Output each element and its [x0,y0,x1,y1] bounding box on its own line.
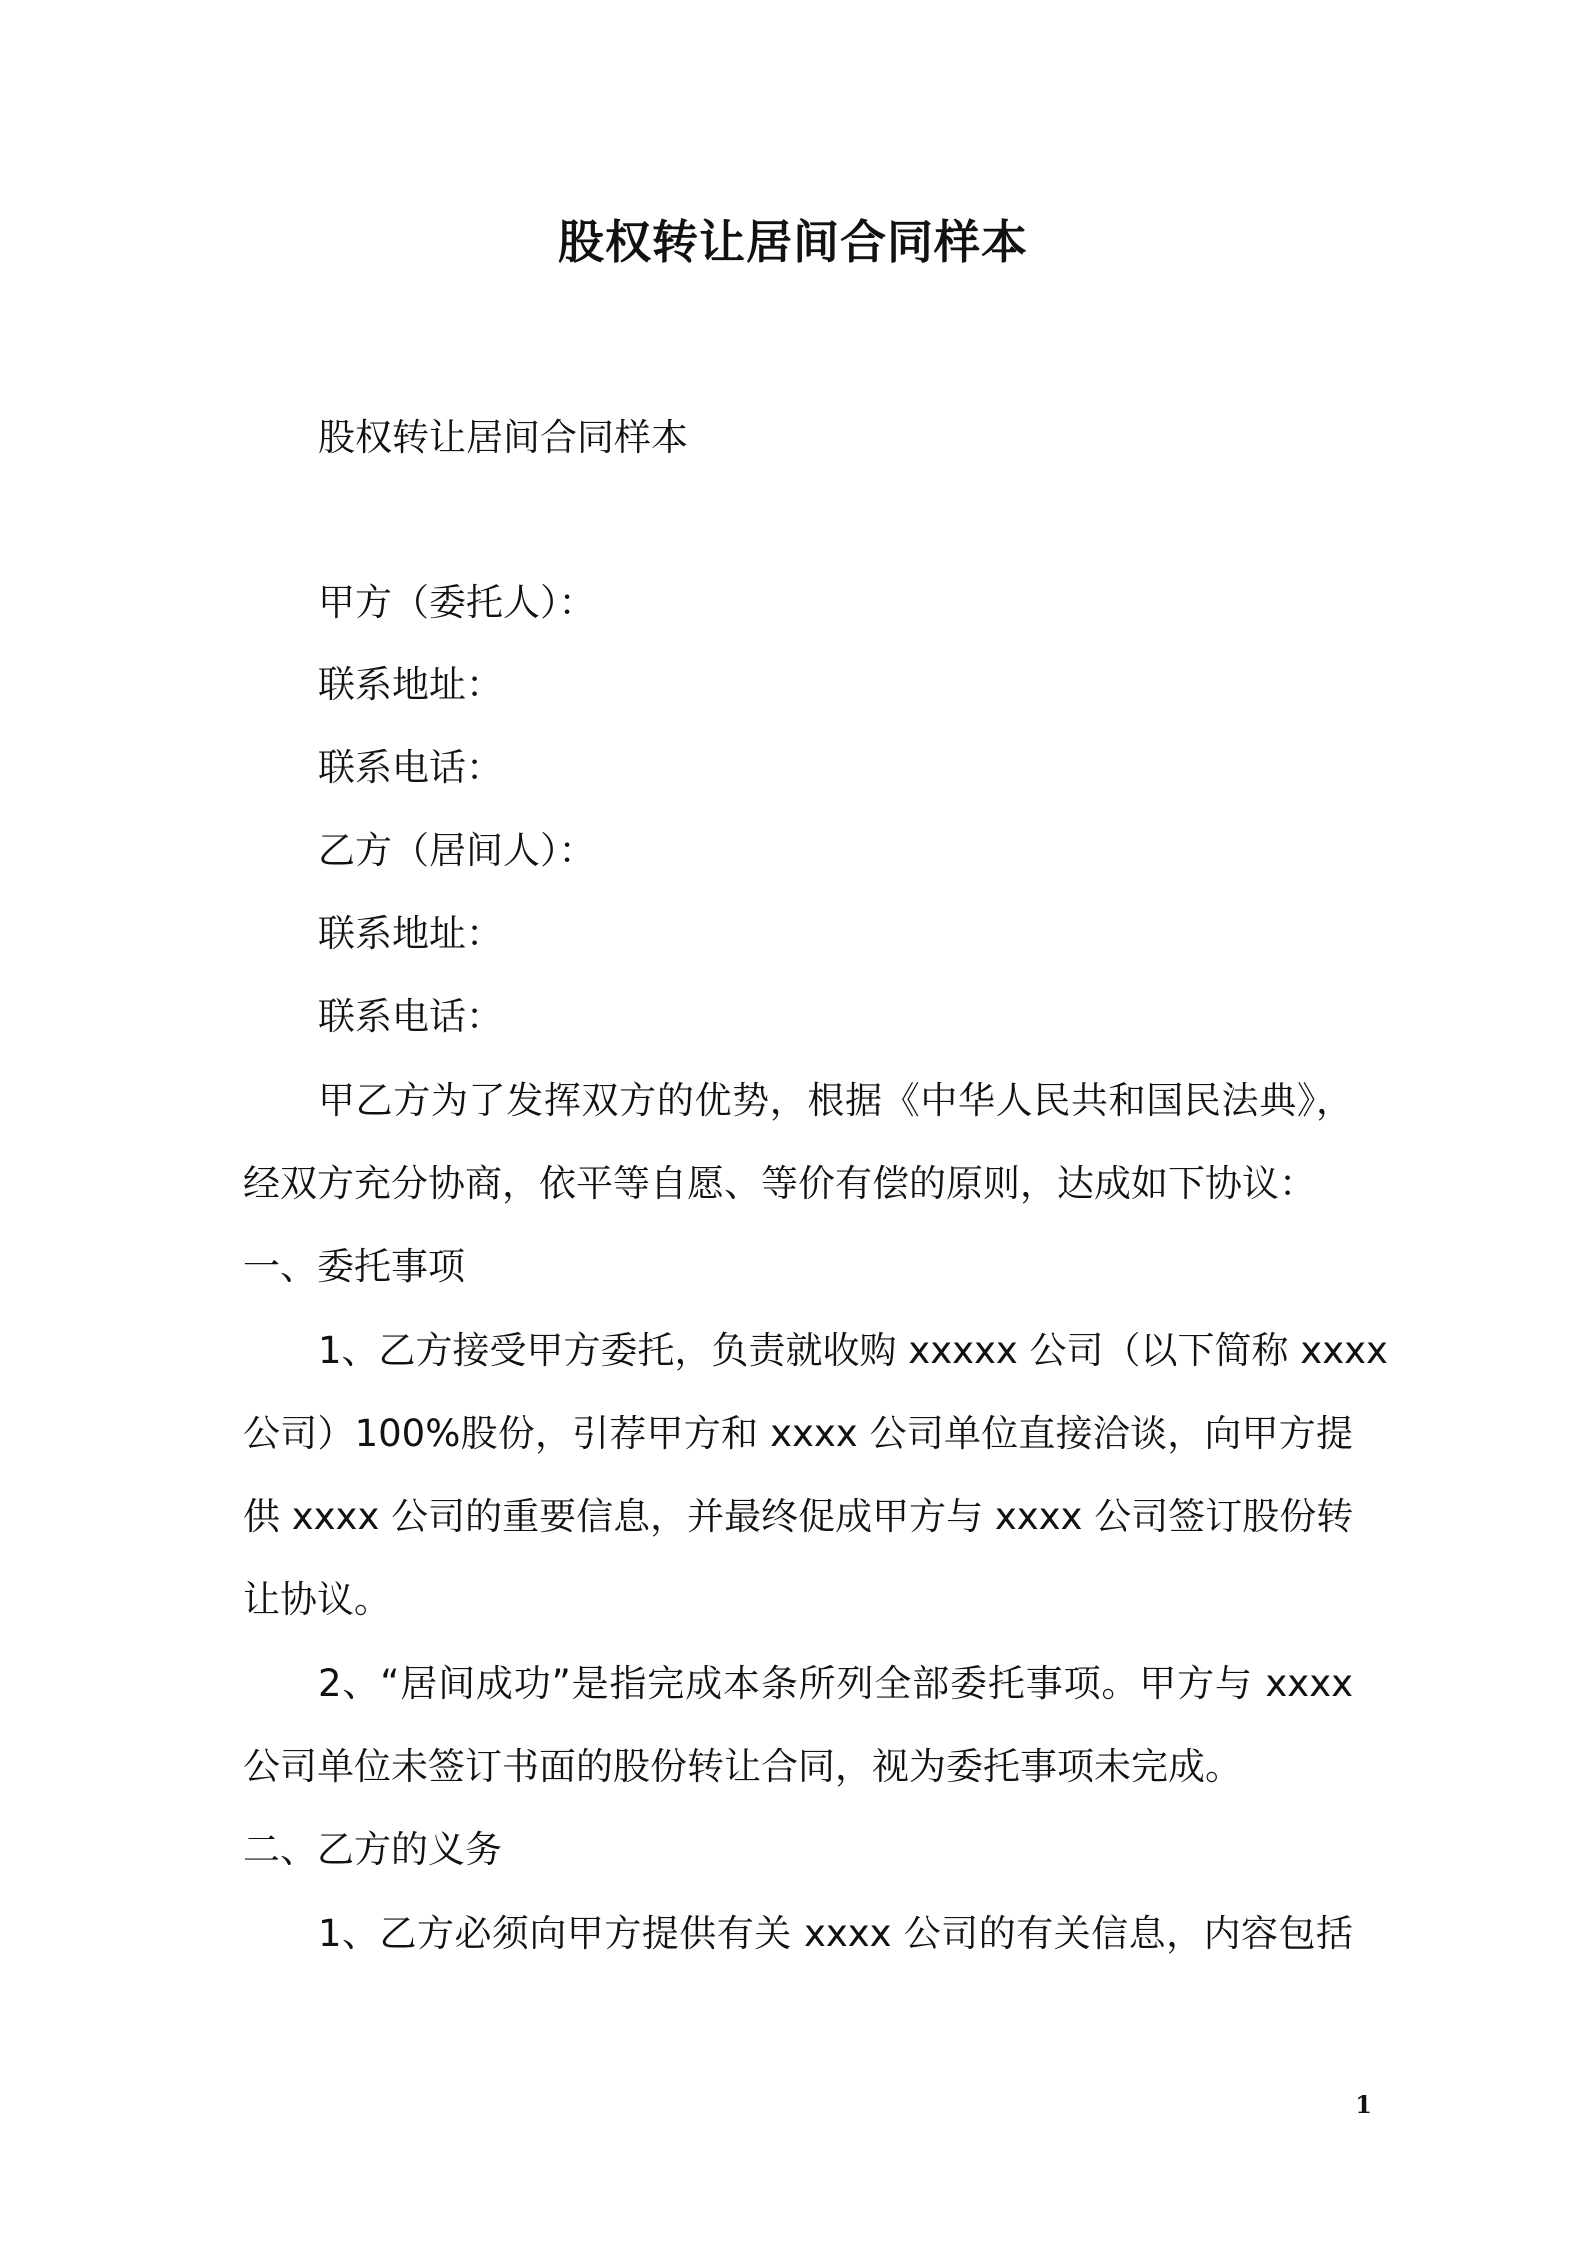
section-1-clause-1-line-2: 公司）100%股份，引荐甲方和 xxxx 公司单位直接洽谈，向甲方提 [243,1412,1353,1455]
section-2-heading: 二、乙方的义务 [243,1828,502,1871]
section-1-clause-1-line-4: 让协议。 [243,1578,391,1621]
section-1-clause-2-line-2: 公司单位未签订书面的股份转让合同，视为委托事项未完成。 [243,1745,1242,1788]
party-a-label: 甲方（委托人）： [318,581,596,624]
party-a-address-label: 联系地址： [318,663,503,706]
party-b-address-label: 联系地址： [318,912,503,955]
document-subtitle: 股权转让居间合同样本 [318,416,688,459]
preamble-line-1: 甲乙方为了发挥双方的优势，根据《中华人民共和国民法典》， [318,1079,1353,1122]
party-b-label: 乙方（居间人）： [318,829,596,872]
section-1-clause-1-line-3: 供 xxxx 公司的重要信息，并最终促成甲方与 xxxx 公司签订股份转 [243,1495,1354,1538]
document-title: 股权转让居间合同样本 [558,215,1028,269]
party-b-phone-label: 联系电话： [318,995,503,1038]
section-1-clause-1-line-1: 1、乙方接受甲方委托，负责就收购 xxxxx 公司（以下简称 xxxx [318,1329,1388,1372]
party-a-phone-label: 联系电话： [318,746,503,789]
page-number: 1 [1355,2090,1372,2119]
preamble-line-2: 经双方充分协商，依平等自愿、等价有偿的原则，达成如下协议： [243,1162,1316,1205]
section-2-clause-1-line-1: 1、乙方必须向甲方提供有关 xxxx 公司的有关信息，内容包括 [318,1912,1353,1955]
section-1-heading: 一、委托事项 [243,1245,465,1288]
section-1-clause-2-line-1: 2、“居间成功”是指完成本条所列全部委托事项。甲方与 xxxx [318,1662,1353,1705]
